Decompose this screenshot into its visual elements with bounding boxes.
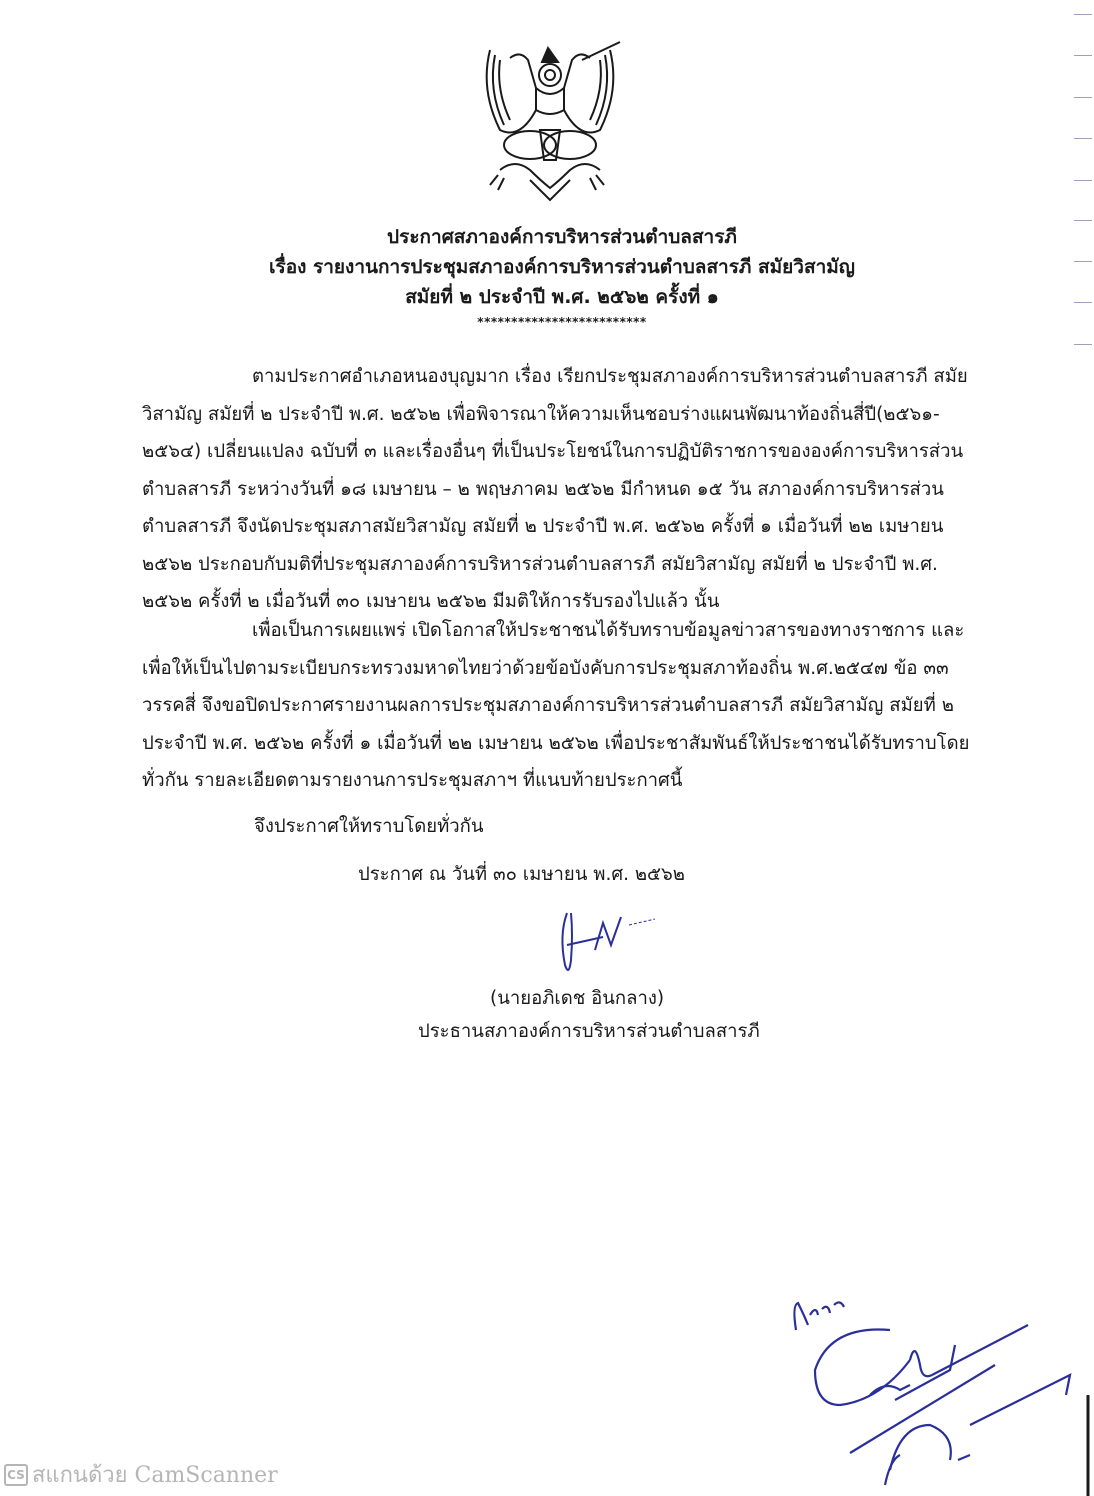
camscanner-watermark	[4, 1457, 278, 1492]
paragraph-line: ๒๕๖๔) เปลี่ยนแปลง ฉบับที่ ๓ และเรื่องอื่นๆ ที่เป็นประโยชน์ในการปฏิบัติราชการขององค์การบริหารส่วน	[142, 441, 964, 462]
body-paragraph-1	[142, 358, 1024, 621]
paragraph-line: วรรคสี่ จึงขอปิดประกาศรายงานผลการประชุมสภาองค์การบริหารส่วนตำบลสารภี สมัยวิสามัญ สมัยที่ ๒	[142, 695, 954, 716]
paragraph-line: ตำบลสารภี จึงนัดประชุมสภาสมัยวิสามัญ สมัยที่ ๒ ประจำปี พ.ศ. ๒๕๖๒ ครั้งที่ ๑ เมื่อวันที่ ๒๒ เมษายน	[142, 516, 944, 537]
scan-margin-marks	[1070, 0, 1094, 420]
paragraph-line: ๒๕๖๒ ครั้งที่ ๒ เมื่อวันที่ ๓๐ เมษายน ๒๕๖๒ มีมติให้การรับรองไปแล้ว นั้น	[142, 591, 720, 612]
paragraph-line: ๒๕๖๒ ประกอบกับมติที่ประชุมสภาองค์การบริหารส่วนตำบลสารภี สมัยวิสามัญ สมัยที่ ๒ ประจำปี พ.ศ.	[142, 553, 938, 575]
announcement-date: ประกาศ ณ วันที่ ๓๐ เมษายน พ.ศ. ๒๕๖๒	[358, 864, 685, 885]
paragraph-line: ประจำปี พ.ศ. ๒๕๖๒ ครั้งที่ ๑ เมื่อวันที่ ๒๒ เมษายน ๒๕๖๒ เพื่อประชาสัมพันธ์ให้ประชาชนได้รับทราบโดย	[142, 732, 970, 754]
paragraph-line: เพื่อเป็นการเผยแพร่ เปิดโอกาสให้ประชาชนได้รับทราบข้อมูลข่าวสารของทางราชการ และ	[252, 620, 965, 641]
signer-name: (นายอภิเดช อินกลาง)	[490, 988, 665, 1009]
handwritten-initials-icon	[770, 1275, 1094, 1496]
paragraph-line: ตำบลสารภี ระหว่างวันที่ ๑๘ เมษายน – ๒ พฤษภาคม ๒๕๖๒ มีกำหนด ๑๕ วัน สภาองค์การบริหารส่วน	[142, 478, 944, 500]
paragraph-line: ตามประกาศอำเภอหนองบุญมาก เรื่อง เรียกประชุมสภาองค์การบริหารส่วนตำบลสารภี สมัย	[252, 366, 968, 387]
watermark-text: สแกนด้วย CamScanner	[32, 1463, 278, 1488]
announcement-title: ประกาศสภาองค์การบริหารส่วนตำบลสารภี	[387, 226, 737, 248]
paragraph-line: เพื่อให้เป็นไปตามระเบียบกระทรวงมหาดไทยว่าด้วยข้อบังคับการประชุมสภาท้องถิ่น พ.ศ.๒๕๔๗ ข้อ ๓๓	[142, 657, 949, 679]
announcement-session: สมัยที่ ๒ ประจำปี พ.ศ. ๒๕๖๒ ครั้งที่ ๑	[405, 286, 719, 308]
header-separator: *************************	[477, 315, 647, 329]
signer-title: ประธานสภาองค์การบริหารส่วนตำบลสารภี	[418, 1021, 760, 1042]
signature-icon	[545, 905, 665, 980]
paragraph-line: ทั่วกัน รายละเอียดตามรายงานการประชุมสภาฯ ที่แนบท้ายประกาศนี้	[142, 770, 683, 791]
announcement-subject: เรื่อง รายงานการประชุมสภาองค์การบริหารส่วนตำบลสารภี สมัยวิสามัญ	[269, 256, 855, 278]
garuda-emblem-icon	[470, 30, 630, 205]
body-paragraph-2	[142, 612, 1024, 800]
camscanner-logo-icon: CS	[4, 1464, 28, 1486]
paragraph-line: วิสามัญ สมัยที่ ๒ ประจำปี พ.ศ. ๒๕๖๒ เพื่อพิจารณาให้ความเห็นชอบร่างแผนพัฒนาท้องถิ่นสี่ปี(๒๕๖๑-	[142, 403, 940, 425]
closing-statement: จึงประกาศให้ทราบโดยทั่วกัน	[254, 816, 484, 837]
announcement-header	[0, 222, 1094, 330]
